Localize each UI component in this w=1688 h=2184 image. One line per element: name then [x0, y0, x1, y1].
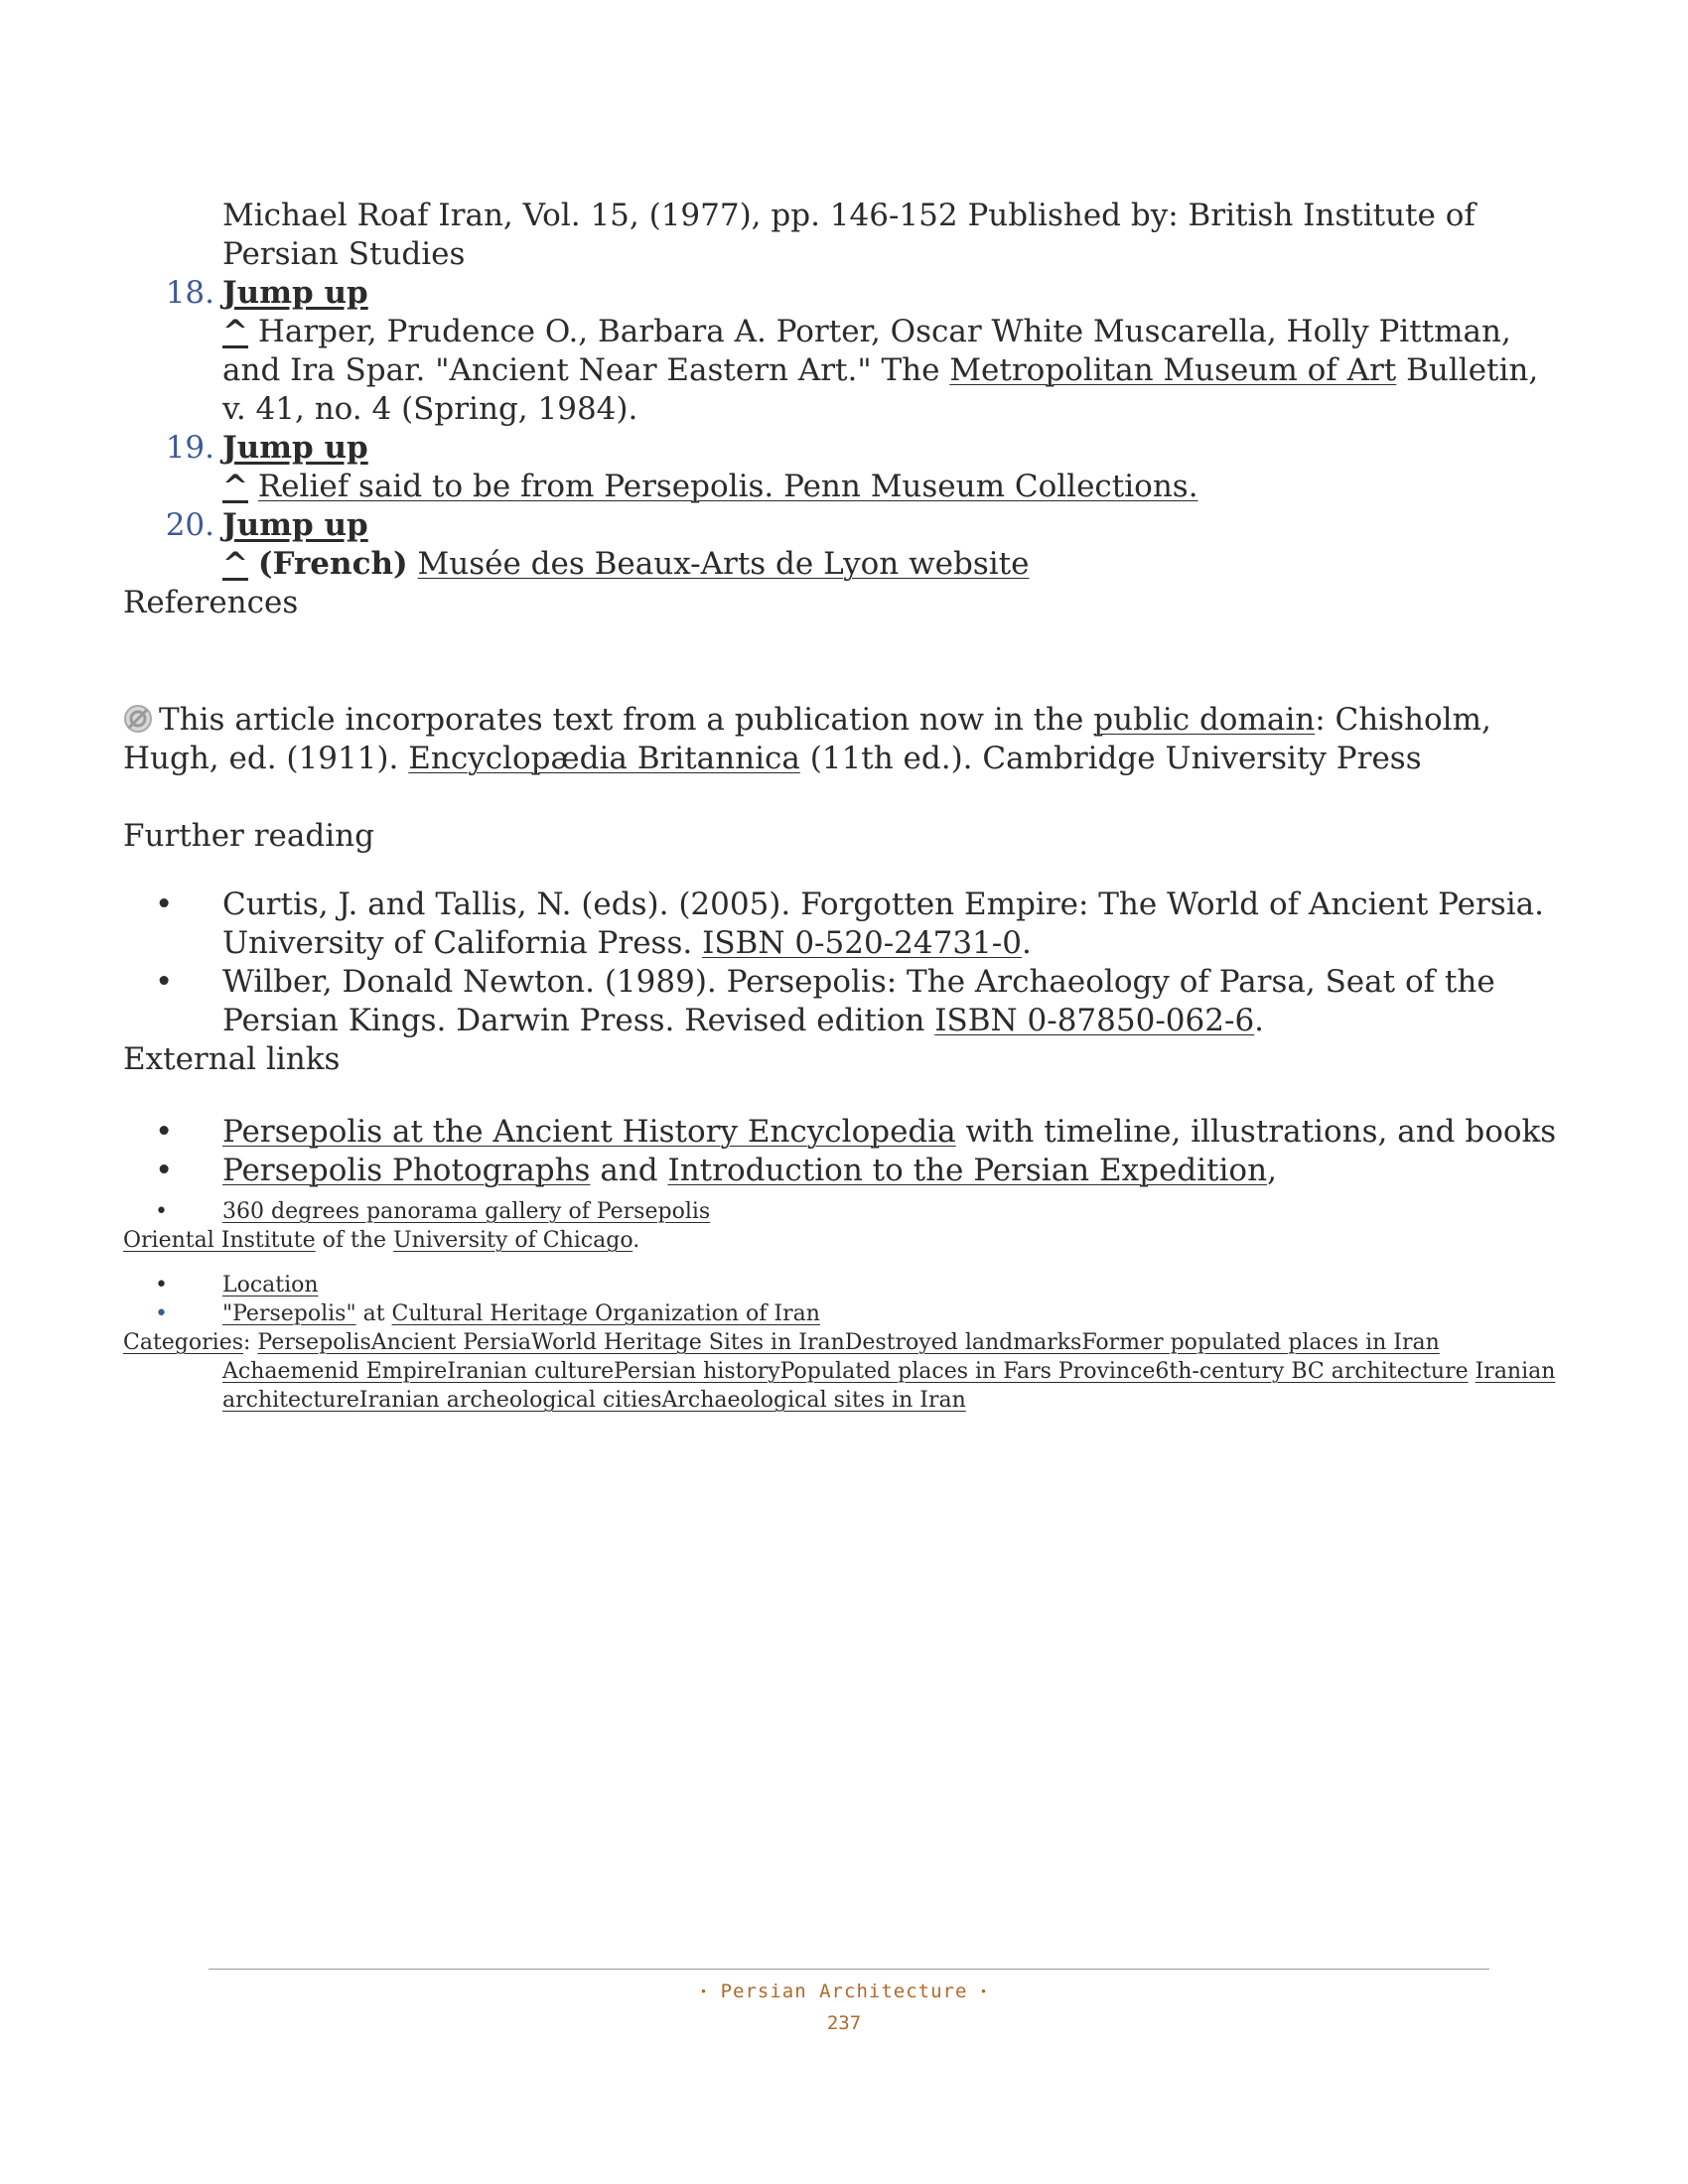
- public-domain-link[interactable]: public domain: [1093, 702, 1316, 738]
- connector-text: of the: [315, 1228, 394, 1253]
- cultural-heritage-organization-link[interactable]: Cultural Heritage Organization of Iran: [391, 1301, 820, 1326]
- panorama-gallery-link[interactable]: 360 degrees panorama gallery of Persepolis: [222, 1199, 711, 1224]
- category-link[interactable]: Achaemenid Empire: [222, 1359, 448, 1384]
- reference-text: Bulletin, v. 41, no. 4 (Spring, 1984).: [222, 352, 1539, 427]
- public-domain-notice: [123, 701, 1563, 778]
- list-item: [123, 886, 1563, 963]
- oriental-institute-link[interactable]: Oriental Institute: [123, 1228, 316, 1253]
- category-link[interactable]: Iranian architecture: [222, 1359, 1556, 1413]
- link-description: and: [590, 1153, 668, 1188]
- category-link[interactable]: 6th-century BC architecture: [1155, 1359, 1469, 1384]
- university-of-chicago-link[interactable]: University of Chicago: [393, 1228, 633, 1253]
- list-item: [123, 963, 1563, 1040]
- punctuation: ,: [1267, 1153, 1277, 1188]
- persepolis-chi-link[interactable]: "Persepolis": [222, 1301, 356, 1326]
- punctuation: .: [633, 1228, 640, 1253]
- category-link[interactable]: Archaeological sites in Iran: [661, 1388, 966, 1413]
- page-number: 237: [826, 2012, 862, 2034]
- footer-dot: •: [979, 1984, 989, 1999]
- category-link[interactable]: Persepolis: [257, 1330, 371, 1355]
- external-links-heading: External links: [123, 1041, 341, 1077]
- caret-link[interactable]: ^: [222, 314, 248, 349]
- references-heading: References: [123, 585, 299, 620]
- category-link[interactable]: Iranian culture: [447, 1359, 615, 1384]
- penn-museum-link[interactable]: Relief said to be from Persepolis. Penn Museum Collections.: [257, 469, 1198, 504]
- bullet-icon: •: [155, 1301, 168, 1326]
- further-reading-heading: Further reading: [123, 818, 374, 854]
- bullet-icon: •: [155, 1199, 168, 1224]
- category-link[interactable]: Destroyed landmarks: [844, 1330, 1082, 1355]
- category-link[interactable]: Populated places in Fars Province: [779, 1359, 1156, 1384]
- punctuation: .: [1254, 1003, 1265, 1038]
- isbn-link[interactable]: ISBN 0-87850-062-6: [934, 1003, 1255, 1038]
- external-links-small: [123, 1197, 1563, 1255]
- category-link[interactable]: Former populated places in Iran: [1081, 1330, 1440, 1355]
- reference-number: 18.: [165, 275, 214, 311]
- bullet-icon: •: [155, 1273, 168, 1297]
- jump-up-link[interactable]: Jump up: [222, 507, 368, 543]
- list-item: [123, 1197, 1563, 1226]
- punctuation: .: [1021, 925, 1032, 961]
- list-item: [123, 1299, 1563, 1328]
- footer-dot: •: [699, 1984, 709, 1999]
- location-links: [123, 1271, 1563, 1415]
- caret-link[interactable]: ^: [222, 469, 248, 504]
- reference-item-18: [123, 274, 1563, 429]
- connector-text: at: [355, 1301, 392, 1326]
- further-reading-list: [123, 886, 1563, 1079]
- reference-item-20: [123, 506, 1563, 584]
- category-link[interactable]: Iranian archeological cities: [358, 1388, 662, 1413]
- reference-item-19: [123, 429, 1563, 506]
- list-item: [123, 1152, 1563, 1190]
- punctuation: :: [243, 1330, 258, 1355]
- caret-link[interactable]: ^: [222, 546, 248, 582]
- further-reading-section: [123, 817, 1563, 856]
- notice-text: : Chisholm, Hugh, ed. (1911).: [123, 702, 1491, 776]
- bullet-icon: •: [155, 1153, 174, 1188]
- link-description: with timeline, illustrations, and books: [955, 1114, 1557, 1150]
- list-item: [123, 1113, 1563, 1152]
- location-link[interactable]: Location: [222, 1273, 319, 1297]
- category-link[interactable]: World Heritage Sites in Iran: [531, 1330, 845, 1355]
- bullet-icon: •: [155, 887, 174, 922]
- notice-text: (11th ed.). Cambridge University Press: [799, 741, 1422, 776]
- external-links-list: [123, 1113, 1563, 1190]
- persian-expedition-link[interactable]: Introduction to the Persian Expedition: [667, 1153, 1268, 1188]
- jump-up-link[interactable]: Jump up: [222, 275, 368, 311]
- category-link[interactable]: Persian history: [614, 1359, 780, 1384]
- list-item: [123, 1271, 1563, 1299]
- isbn-link[interactable]: ISBN 0-520-24731-0: [702, 925, 1022, 961]
- bullet-icon: •: [155, 1114, 174, 1150]
- footer-divider: [209, 1969, 1489, 1970]
- lyon-museum-link[interactable]: Musée des Beaux-Arts de Lyon website: [417, 546, 1030, 582]
- reference-number: 19.: [165, 430, 214, 466]
- reference-number: 20.: [165, 507, 214, 543]
- persepolis-photographs-link[interactable]: Persepolis Photographs: [222, 1153, 591, 1188]
- metropolitan-museum-link[interactable]: Metropolitan Museum of Art: [949, 352, 1397, 388]
- public-domain-icon: [123, 704, 153, 734]
- notice-text: This article incorporates text from a publication now in the: [159, 702, 1094, 738]
- reference-continuation: Michael Roaf Iran, Vol. 15, (1977), pp. 146-152 Published by: British Institute of Persian Studies: [222, 198, 1476, 272]
- categories-line: [123, 1328, 1563, 1415]
- category-link[interactable]: Ancient Persia: [370, 1330, 531, 1355]
- reference-list: [123, 197, 1563, 622]
- bullet-icon: •: [155, 964, 174, 1000]
- footer-title-text: Persian Architecture: [720, 1980, 968, 2002]
- categories-link[interactable]: Categories: [123, 1330, 243, 1355]
- reading-text: Curtis, J. and Tallis, N. (eds). (2005). Forgotten Empire: The World of Ancient Persia. University of California Press.: [222, 887, 1544, 961]
- footer-title: [0, 1980, 1688, 2002]
- ancient-history-encyclopedia-link[interactable]: Persepolis at the Ancient History Encyclopedia: [222, 1114, 956, 1150]
- language-label: (French): [257, 546, 408, 582]
- jump-up-link[interactable]: Jump up: [222, 430, 368, 466]
- reference-text: Harper, Prudence O., Barbara A. Porter, Oscar White Muscarella, Holly Pittman, and Ira Spar. "Ancient Near Eastern Art." The: [222, 314, 1511, 388]
- encyclopaedia-britannica-link[interactable]: Encyclopædia Britannica: [408, 741, 800, 776]
- reading-text: Wilber, Donald Newton. (1989). Persepolis: The Archaeology of Parsa, Seat of the Persian Kings. Darwin Press. Revised edition: [222, 964, 1495, 1038]
- oriental-institute-line: [123, 1226, 1563, 1255]
